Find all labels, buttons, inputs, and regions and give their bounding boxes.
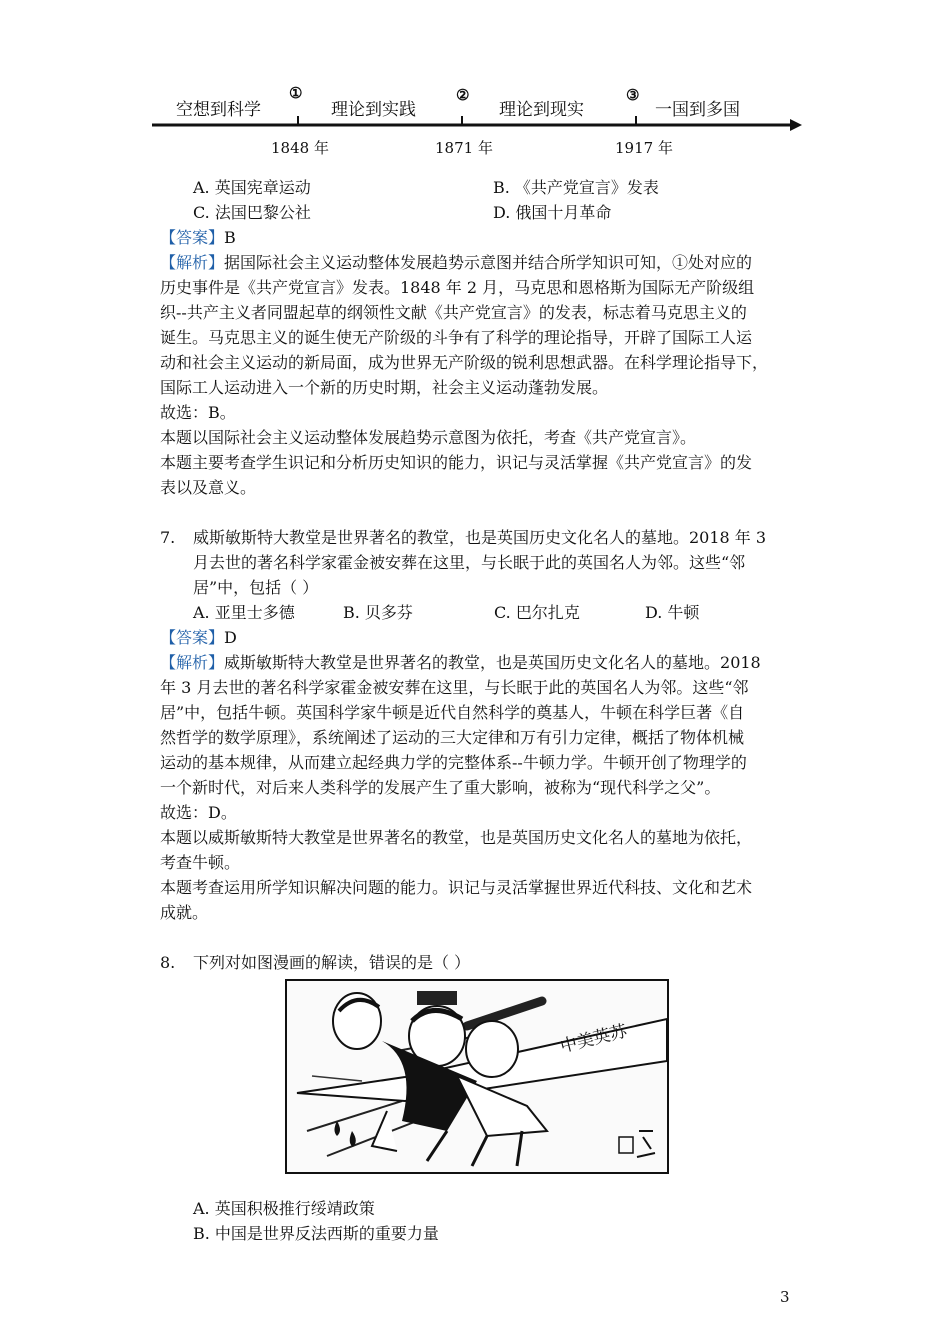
q7-summary-line-3: 本题考查运用所学知识解决问题的能力。识记与灵活掌握世界近代科技、文化和艺术 — [160, 878, 753, 897]
q7-stem-line-0: 威斯敏斯特大教堂是世界著名的教堂，也是英国历史文化名人的墓地。2018 年 3 — [193, 528, 767, 547]
q8-option-b: B. 中国是世界反法西斯的重要力量 — [193, 1224, 439, 1243]
q8-stem: 下列对如图漫画的解读，错误的是（ ） — [193, 953, 471, 972]
q7-option-a: A. 亚里士多德 — [193, 603, 295, 622]
q6-choice-line: 故选：B。 — [160, 403, 236, 422]
timeline-stage-4: 一国到多国 — [655, 100, 740, 120]
timeline-stage-3: 理论到现实 — [499, 100, 584, 120]
q7-stem-line-1: 月去世的著名科学家霍金被安葬在这里，与长眠于此的英国名人为邻。这些“邻 — [193, 553, 746, 572]
q7-option-b: B. 贝多芬 — [343, 603, 413, 622]
q8-number: 8. — [160, 953, 176, 972]
q7-analysis-line-1: 年 3 月去世的著名科学家霍金被安葬在这里，与长眠于此的英国名人为邻。这些“邻 — [160, 678, 749, 697]
q6-summary-line-1: 本题以国际社会主义运动整体发展趋势示意图为依托，考查《共产党宣言》。 — [160, 428, 697, 447]
q7-number: 7. — [160, 528, 176, 547]
q6-answer — [160, 226, 236, 250]
timeline-arrow-head — [790, 119, 802, 131]
q7-summary-line-1: 本题以威斯敏斯特大教堂是世界著名的教堂，也是英国历史文化名人的墓地为依托， — [160, 828, 753, 847]
timeline-marker-3: ③ — [626, 86, 640, 104]
timeline-stage-1: 空想到科学 — [176, 100, 261, 120]
q7-summary-line-4: 成就。 — [160, 903, 209, 922]
q6-analysis-line-2: 织--共产主义者同盟起草的纲领性文献《共产党宣言》的发表，标志着马克思主义的 — [160, 303, 747, 322]
timeline-marker-1: ① — [289, 84, 303, 102]
q8-option-a: A. 英国积极推行绥靖政策 — [193, 1199, 375, 1218]
q7-answer-value: D — [224, 628, 237, 647]
q7-answer — [160, 626, 237, 650]
q6-analysis-line-1: 历史事件是《共产党宣言》发表。1848 年 2 月，马克思和恩格斯为国际无产阶级组 — [160, 278, 755, 297]
q7-analysis-line-2: 居”中，包括牛顿。英国科学家牛顿是近代自然科学的奠基人，牛顿在科学巨著《自 — [160, 703, 745, 722]
q6-analysis-line-3: 诞生。马克思主义的诞生使无产阶级的斗争有了科学的理论指导，开辟了国际工人运 — [160, 328, 753, 347]
q6-option-c: C. 法国巴黎公社 — [193, 203, 311, 222]
q6-summary-line-2: 本题主要考查学生识记和分析历史知识的能力，识记与灵活掌握《共产党宣言》的发 — [160, 453, 753, 472]
q6-analysis-tag: 【解析】 — [160, 253, 225, 272]
q8-cartoon-image — [285, 979, 669, 1174]
q7-analysis-line-4: 运动的基本规律，从而建立起经典力学的完整体系--牛顿力学。牛顿开创了物理学的 — [160, 753, 747, 772]
q7-answer-tag: 【答案】 — [160, 628, 225, 647]
q7-analysis-tag: 【解析】 — [160, 653, 225, 672]
cartoon-drawing — [287, 981, 667, 1172]
cartoon-sword-text: 中美英苏 — [558, 1021, 630, 1058]
q7-analysis-line-5: 一个新时代，对后来人类科学的发展产生了重大影响，被称为“现代科学之父”。 — [160, 778, 721, 797]
q6-analysis-line-0: 【解析】据国际社会主义运动整体发展趋势示意图并结合所学知识可知，①处对应的 — [160, 253, 753, 272]
timeline-marker-2: ② — [456, 86, 470, 104]
q6-option-b: B. 《共产党宣言》发表 — [493, 178, 659, 197]
timeline-year-1917: 1917 年 — [615, 139, 673, 157]
q7-option-c: C. 巴尔扎克 — [494, 603, 580, 622]
q7-choice-line: 故选：D。 — [160, 803, 237, 822]
q6-option-d: D. 俄国十月革命 — [493, 203, 612, 222]
page-number: 3 — [780, 1288, 790, 1306]
q7-analysis-line-3: 然哲学的数学原理》，系统阐述了运动的三大定律和万有引力定律，概括了物体机械 — [160, 728, 745, 747]
q7-summary-line-2: 考查牛顿。 — [160, 853, 241, 872]
q7-stem-line-2: 居”中，包括（ ） — [193, 578, 319, 597]
q6-analysis-line-4: 动和社会主义运动的新局面，成为世界无产阶级的锐利思想武器。在科学理论指导下， — [160, 353, 769, 372]
q7-analysis-line-0: 【解析】威斯敏斯特大教堂是世界著名的教堂，也是英国历史文化名人的墓地。2018 — [160, 653, 761, 672]
q7-option-d: D. 牛顿 — [645, 603, 700, 622]
q6-analysis-line-5: 国际工人运动进入一个新的历史时期，社会主义运动蓬勃发展。 — [160, 378, 609, 397]
q6-answer-tag: 【答案】 — [160, 228, 225, 247]
timeline-year-1871: 1871 年 — [435, 139, 493, 157]
timeline-stage-2: 理论到实践 — [331, 100, 416, 120]
q6-summary-line-3: 表以及意义。 — [160, 478, 257, 497]
timeline-year-1848: 1848 年 — [271, 139, 329, 157]
q6-answer-value: B — [224, 228, 236, 247]
q6-option-a: A. 英国宪章运动 — [193, 178, 311, 197]
